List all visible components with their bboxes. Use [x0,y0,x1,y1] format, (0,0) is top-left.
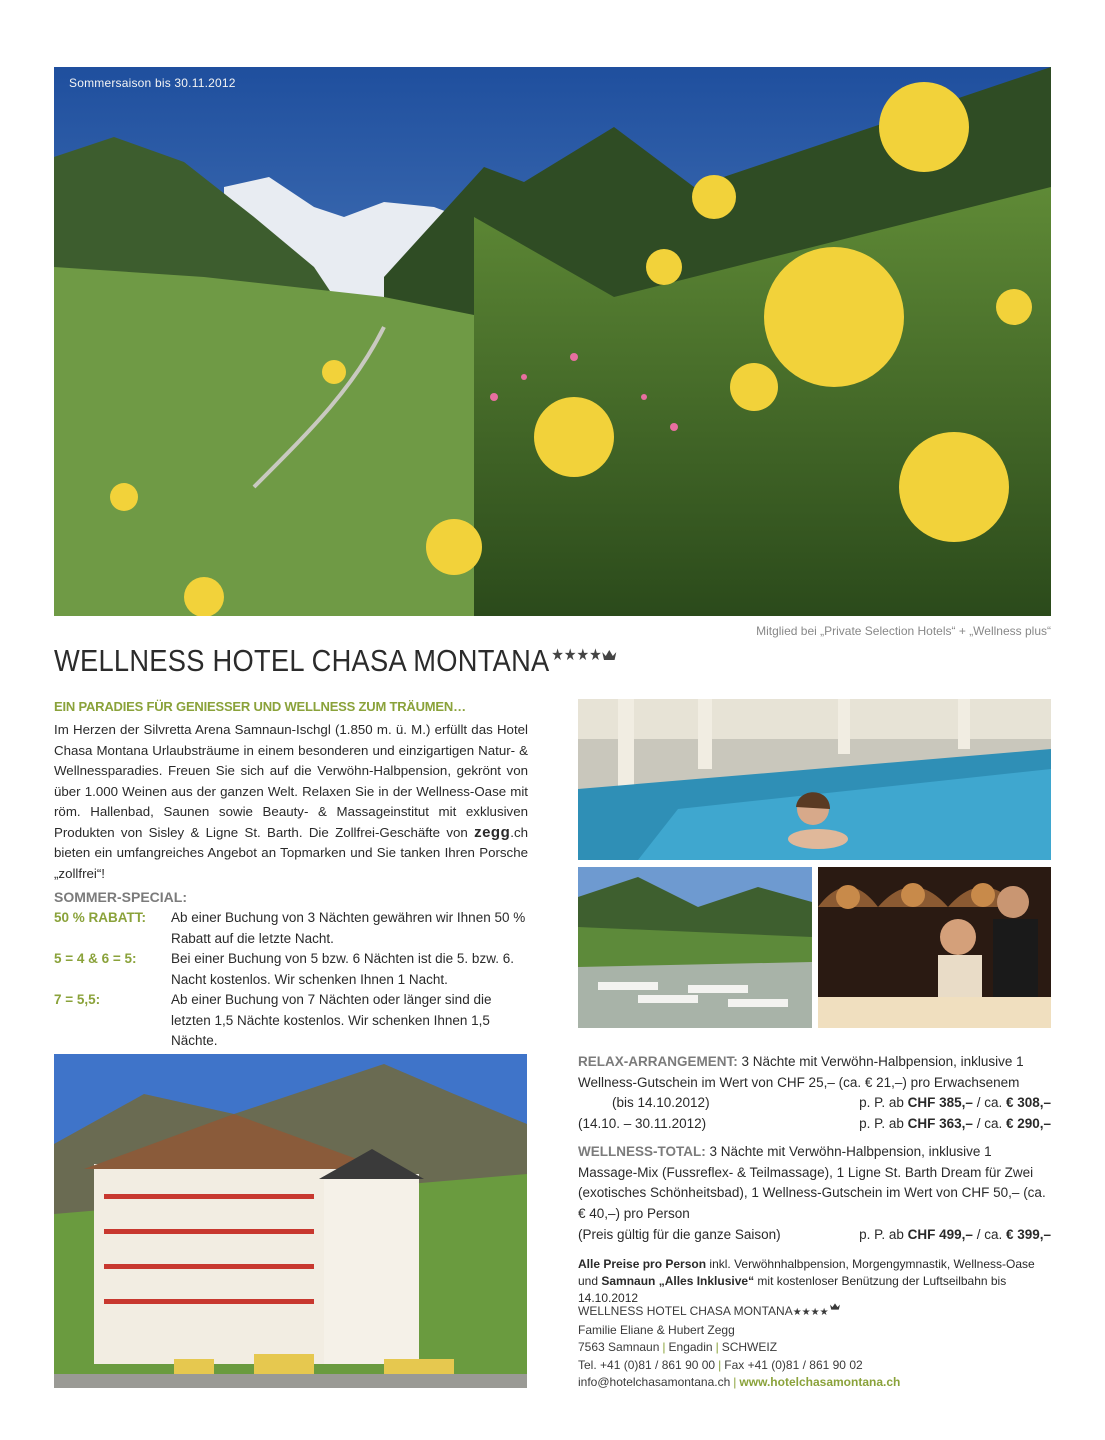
hotel-title-text: WELLNESS HOTEL CHASA MONTANA [54,643,550,678]
relax-text: 3 Nächte mit Verwöhn-Halbpension, inklusive 1 Wellness-Gutschein im Wert von CHF 25,– (ca. € 21,–) pro Erwachsenem [578,1054,1024,1090]
lead-heading: EIN PARADIES FÜR GENIESSER UND WELLNESS ZUM TRÄUMEN… [54,699,466,714]
hotel-title [54,643,617,679]
season-label: Sommersaison bis 30.11.2012 [69,76,236,90]
offer-text: Ab einer Buchung von 7 Nächten oder länger sind die letzten 1,5 Nächte kostenlos. Wir schenken Ihnen 1,5 Nächte. [171,992,492,1048]
zegg-logo: zegg [474,823,511,841]
price-value: p. P. ab CHF 363,– / ca. € 290,– [859,1116,1051,1131]
wine-cellar-photo [818,867,1051,1028]
contact-phone: Tel. +41 (0)81 / 861 90 00 | Fax +41 (0)81 / 861 90 02 [578,1357,863,1372]
hotel-building-photo [54,1054,527,1388]
indoor-pool-photo [578,699,1051,860]
sommer-heading: SOMMER-SPECIAL: [54,889,187,905]
offer-key: 50 % RABATT: [54,910,147,925]
hero-meadow-photo [54,67,1051,616]
offer-key: 5 = 4 & 6 = 5: [54,951,137,966]
crown-icon [603,650,617,660]
contact-family: Familie Eliane & Hubert Zegg [578,1322,735,1337]
offer-item [54,908,528,949]
offer-item [54,990,528,1052]
membership-note: Mitglied bei „Private Selection Hotels“ + „Wellness plus“ [756,624,1051,638]
price-period: (Preis gültig für die ganze Saison) [578,1227,781,1242]
price-value: p. P. ab CHF 385,– / ca. € 308,– [859,1095,1051,1110]
wellness-heading: WELLNESS-TOTAL: [578,1144,706,1159]
offer-text: Ab einer Buchung von 3 Nächten gewähren wir Ihnen 50 % Rabatt auf die letzte Nacht. [171,910,526,946]
zegg-suffix: .ch [510,824,528,840]
lead-text-1: Im Herzen der Silvretta Arena Samnaun-Ischgl (1.850 m. ü. M.) erfüllt das Hotel Chasa Montana Urlaubsträume in einem besonderen und einzigartigen Natur- & Wellnessparadies. Freuen Sie sich auf die Verwöhn-Halbpension, gekrönt von über 1.000 Weinen aus der ganzen Welt. Relaxen Sie in der Wellness-Oase mit röm. Hallenbad, Saunen sowie Beauty- & Massageinstitut mit exklusiven Produkten von Sisley & Ligne St. Barth. Die Zollfrei-Geschäfte von [54,722,528,840]
hotel-stars: ★★★★ [551,646,602,664]
price-period: (bis 14.10.2012) [612,1095,710,1110]
contact-hotel-name: WELLNESS HOTEL CHASA MONTANA★★★★ [578,1303,900,1322]
lead-paragraph [54,720,528,884]
sun-terrace-photo [578,867,812,1028]
price-value: p. P. ab CHF 499,– / ca. € 399,– [859,1227,1051,1242]
contact-address: 7563 Samnaun | Engadin | SCHWEIZ [578,1340,778,1354]
lead-text-2: bieten ein umfangreiches Angebot an Topmarken und Sie tanken Ihren Porsche „zollfrei“! [54,845,528,881]
price-notes: Alle Preise pro Person inkl. Verwöhnhalbpension, Morgengymnastik, Wellness-Oase und Samnaun „Alles Inklusive“ mit kostenloser Benützung der Luftseilbahn bis 14.10.2012 [578,1257,1035,1305]
offer-item [54,949,528,990]
relax-heading: RELAX-ARRANGEMENT: [578,1054,738,1069]
price-period: (14.10. – 30.11.2012) [578,1116,707,1131]
relax-arrangement [578,1052,1051,1093]
contact-block [578,1303,900,1392]
crown-icon [830,1303,840,1310]
wellness-text: 3 Nächte mit Verwöhn-Halbpension, inklusive 1 Massage-Mix (Fussreflex- & Teilmassage), 1 Ligne St. Barth Dream für Zwei (exotisches Schönheitsbad), 1 Wellness-Gutschein im Wert von CHF 50,– (ca. € 40,–) pro Person [578,1144,1046,1221]
wellness-total [578,1142,1051,1224]
contact-email[interactable]: info@hotelchasamontana.ch [578,1375,731,1389]
contact-online: info@hotelchasamontana.ch | www.hotelchasamontana.ch [578,1375,901,1389]
offer-text: Bei einer Buchung von 5 bzw. 6 Nächten ist die 5. bzw. 6. Nacht kostenlos. Wir schenken Ihnen 1 Nacht. [171,951,514,987]
contact-website-link[interactable]: www.hotelchasamontana.ch [739,1375,901,1389]
offer-key: 7 = 5,5: [54,992,101,1007]
